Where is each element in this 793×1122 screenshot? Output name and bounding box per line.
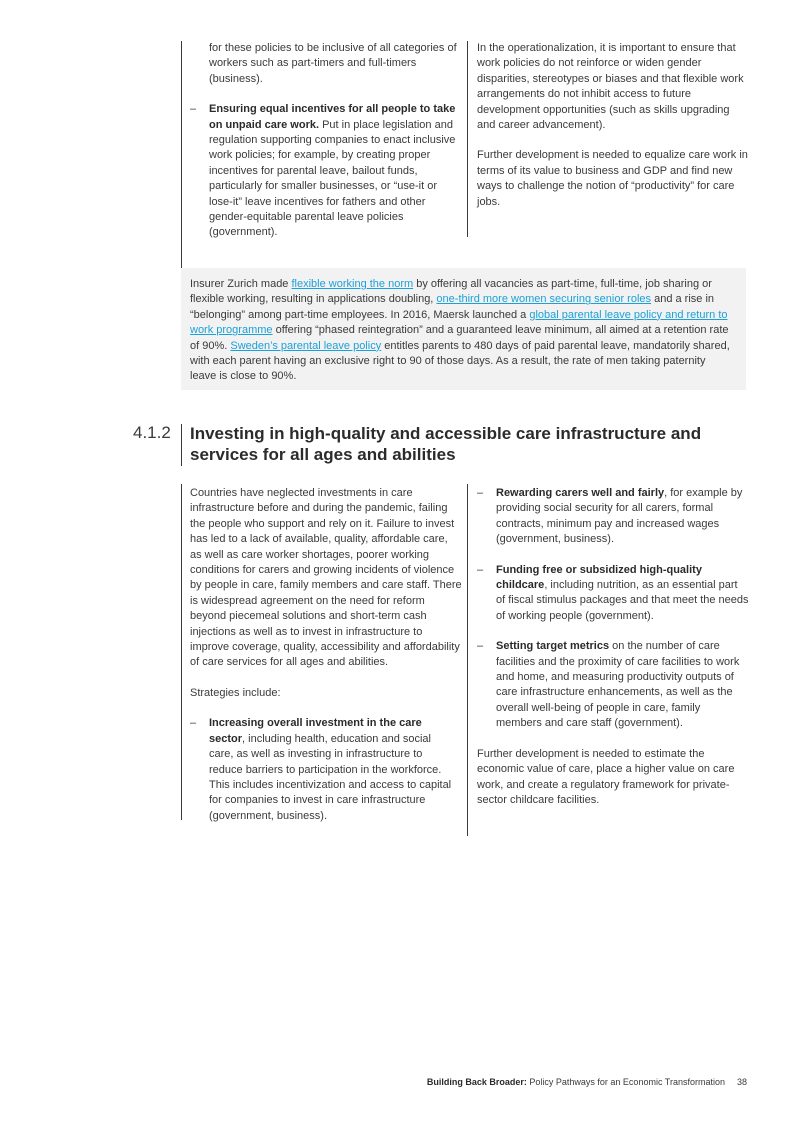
- bullet-dash: –: [477, 640, 484, 653]
- bullet-heading: Increasing overall investment in the care sector: [209, 717, 422, 745]
- bullet-rewarding-carers: [477, 486, 749, 548]
- neglected-investments-paragraph: Countries have neglected investments in care infrastructure before and during the pandemic, failing the people who support and rely on it. Failure to invest has led to a lack of available, quality, affordable care, as well as care worker shortages, poorer working conditions for carers and growing incidents of violence by people in care, family members and care staff. There is widespread agreement on the need for reform beyond piecemeal solutions and short-term cash injections as well as to invest in infrastructure to improve coverage, quality, accessibility and affordability of care services for all ages and abilities.: [190, 487, 462, 669]
- footer-title-bold: Building Back Broader:: [426, 1077, 527, 1087]
- bullet-heading: Ensuring equal incentives for all people to take on unpaid care work.: [209, 103, 456, 131]
- bottom-right-column: [477, 486, 749, 808]
- link-flexible-working[interactable]: flexible working the norm: [291, 278, 414, 290]
- bottom-left-column: [190, 486, 462, 824]
- bullet-text: on the number of care facilities and the proximity of care facilities to work and home, and measuring productivity outputs of care infrastructure enhancements, as well as the overall well-being of people in care, family members and care staff (government).: [496, 640, 740, 730]
- case-study-text: Insurer Zurich made flexible working the norm by offering all vacancies as part-time, full-time, job sharing or flexible working, resulting in applications doubling, one-third more women securing senior roles and a rise in “belonging” among part-time employees. In 2016, Maersk launched a global parental leave policy and return to work programme offering “phased reintegration” and a guaranteed leave minimum, all aimed at a retention rate of 90%. Sweden’s parental leave policy entitles parents to 480 days of paid parental leave, mandatorily shared, with each parent having an exclusive right to 90 of those days. As a result, the rate of men taking paternity leave is close to 90%.: [190, 278, 730, 383]
- bullet-text: , including health, education and social care, as well as investing in infrastructure to reduce barriers to participation in the workforce. This includes incentivization and access to capital for companies to invest in care infrastructure (government, business).: [209, 732, 452, 822]
- bullet-heading: Rewarding carers well and fairly: [496, 487, 665, 499]
- section-title: Investing in high-quality and accessible care infrastructure and services for all ages and abilities: [190, 424, 702, 464]
- bullet-equal-incentives: [190, 102, 460, 241]
- link-sweden-parental-leave[interactable]: Sweden’s parental leave policy: [230, 339, 382, 352]
- link-parental-leave-policy[interactable]: global parental leave policy and return to work programme: [190, 308, 728, 337]
- further-development-paragraph: Further development is needed to equalize care work in terms of its value to business and GDP and find new ways to challenge the notion of “productivity” for care jobs.: [477, 149, 748, 208]
- bullet-dash: –: [190, 717, 197, 730]
- column-divider-bottom: [467, 484, 468, 836]
- bullet-target-metrics: [477, 639, 749, 731]
- link-women-senior-roles[interactable]: one-third more women securing senior roles: [436, 293, 652, 306]
- bullet-heading: Setting target metrics: [496, 640, 610, 653]
- column-divider-top: [467, 41, 468, 237]
- section-number: 4.1.2: [133, 423, 171, 442]
- bullet-dash: –: [477, 487, 484, 499]
- case-study-box: [181, 268, 746, 390]
- continuation-text: for these policies to be inclusive of all categories of workers such as part-timers and full-timers (business).: [209, 42, 457, 85]
- bullet-overall-investment: [190, 716, 462, 824]
- economic-value-paragraph: Further development is needed to estimate the economic value of care, place a higher value on care work, and create a regulatory framework for private-sector childcare facilities.: [477, 747, 735, 806]
- top-left-column: [190, 41, 460, 241]
- bullet-text: , for example by providing social security for all carers, formal contracts, minimum pay and increased wages (government, business).: [496, 487, 743, 546]
- page-number: 38: [736, 1077, 747, 1087]
- bullet-text: Put in place legislation and regulation supporting companies to enact inclusive work policies; for example, by creating proper incentives for parental leave, bailout funds, particularly for smaller businesses, or “use-it or lose-it” leave incentives for fathers and other gender-equitable parental leave policies (government).: [209, 118, 456, 239]
- bullet-dash: –: [477, 563, 484, 576]
- left-margin-rule-bottom: [181, 484, 182, 820]
- strategies-label: Strategies include:: [190, 686, 281, 699]
- operationalization-paragraph: In the operationalization, it is important to ensure that work policies do not reinforce or widen gender disparities, stereotypes or biases and that flexible work arrangements do not inhibit access to future development opportunities (such as skills upgrading and career advancement).: [477, 42, 744, 132]
- section-divider-rule: [181, 424, 182, 466]
- page-footer: [427, 1077, 747, 1087]
- bullet-funding-childcare: [477, 563, 749, 625]
- bullet-heading: Funding free or subsidized high-quality childcare: [496, 563, 702, 592]
- top-right-column: [477, 41, 749, 210]
- footer-title-rest: Policy Pathways for an Economic Transformation: [526, 1077, 725, 1087]
- bullet-text: , including nutrition, as an essential part of fiscal stimulus packages and that meet the needs of working people (government).: [496, 579, 749, 622]
- bullet-dash: –: [190, 103, 197, 116]
